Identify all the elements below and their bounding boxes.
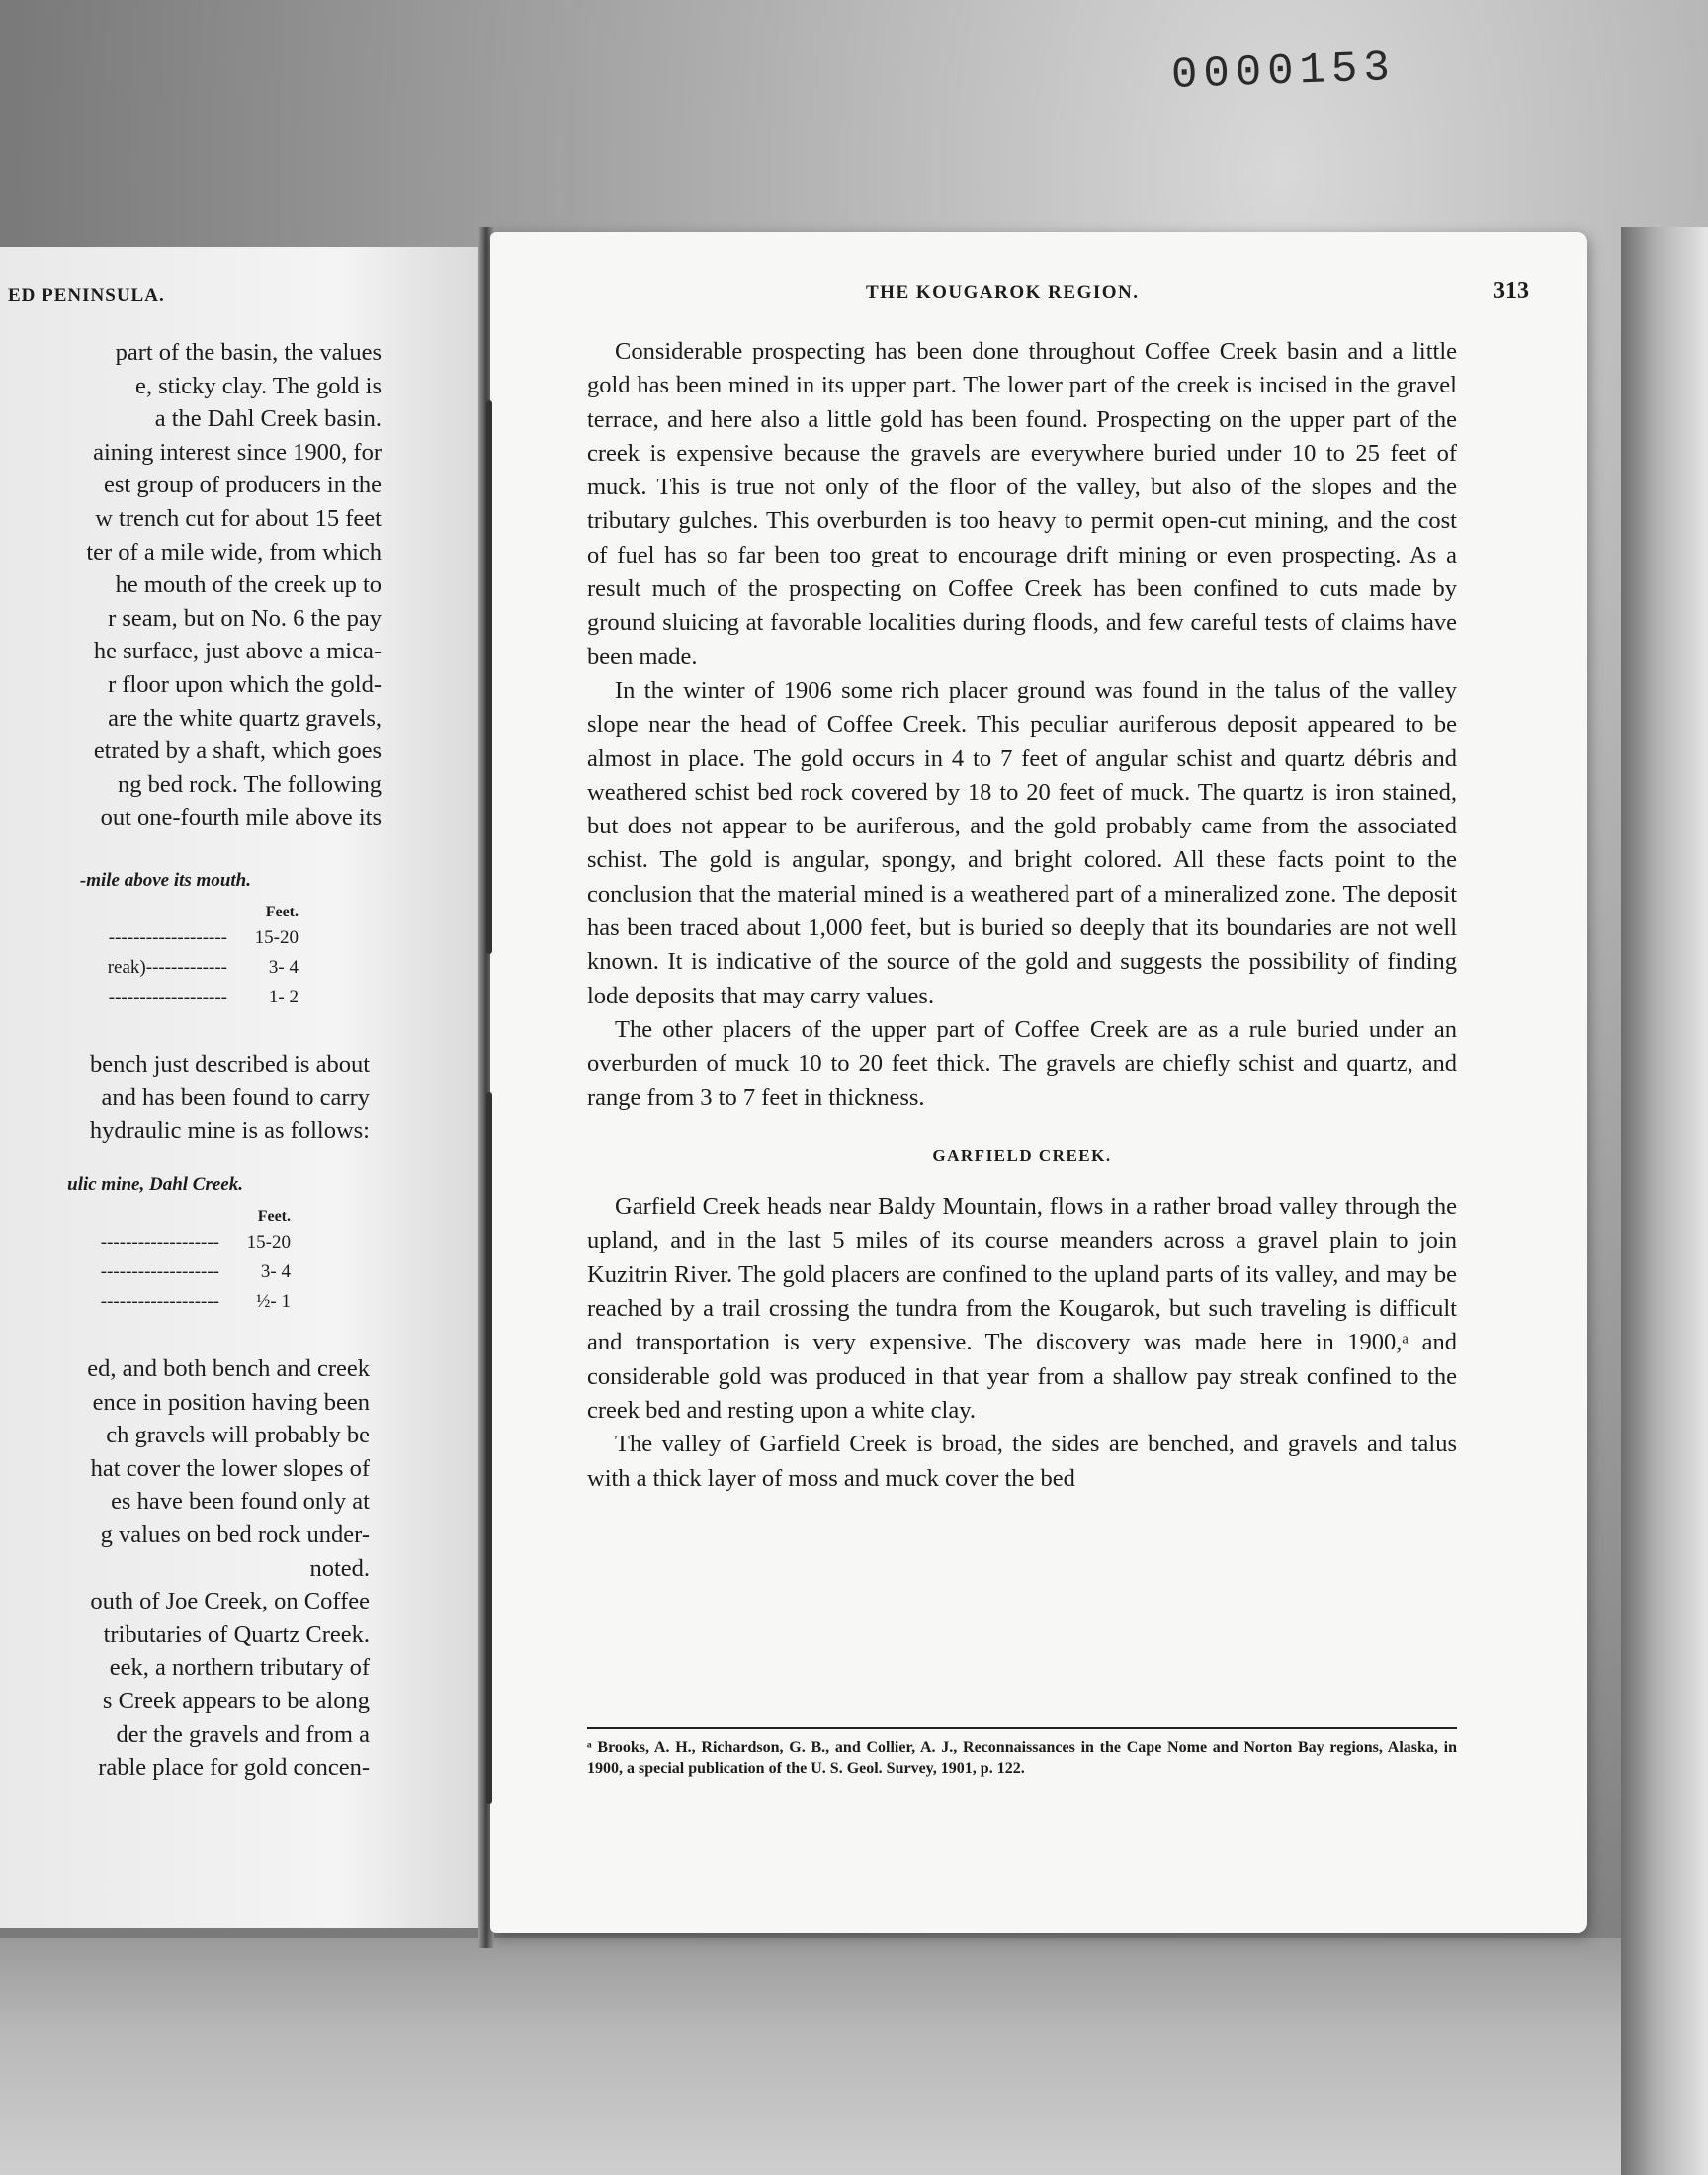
table-cell-label: -------------------: [108, 927, 227, 948]
left-page-text-bottom: [0, 1352, 370, 1784]
text-line: he surface, just above a mica-: [93, 638, 382, 665]
paragraph: The valley of Garfield Creek is broad, the sides are benched, and gravels and talus with a thick layer of moss and muck cover the bed: [587, 1431, 1457, 1492]
text-line: tributaries of Quartz Creek.: [103, 1620, 370, 1648]
text-line: he mouth of the creek up to: [115, 571, 382, 599]
table-cell-label: -------------------: [100, 1262, 219, 1282]
table-cell-value: 3- 4: [260, 1262, 291, 1282]
text-line: r seam, but on No. 6 the pay: [108, 604, 382, 632]
table-cell-label: reak)-------------: [107, 957, 227, 978]
text-line: g values on bed rock under-: [100, 1521, 370, 1548]
paragraph: Considerable prospecting has been done throughout Coffee Creek basin and a little gold has been mined in its upper part. The lower part of the creek is incised in the gravel terrace, and here also a little gold has been found. Prospecting on the upper part of the creek is expensive because the gravels are everywhere buried under 10 to 25 feet of muck. This is true not only of the floor of the valley, but also of the slopes and the tributary gulches. This overburden is too heavy to permit open-cut mining, and the cost of fuel has so far been too great to encourage drift mining or even prospecting. As a result much of the prospecting on Coffee Creek has been confined to cuts made by ground sluicing at favorable localities during floods, and few careful tests of claims have been made.: [587, 338, 1457, 670]
text-line: ence in position having been: [92, 1388, 370, 1416]
paragraph: In the winter of 1906 some rich placer ground was found in the talus of the valley slope near the head of Coffee Creek. This peculiar auriferous deposit appeared to be almost in place. The gold occurs in 4 to 7 feet of angular schist and quartz débris and weathered schist bed rock covered by 18 to 20 feet of muck. The quartz is iron stained, but does not appear to be auriferous, and the gold probably came from the associated schist. The gold is angular, spongy, and bright colored. All these facts point to the conclusion that the material mined is a weathered part of a mineralized zone. The deposit has been traced about 1,000 feet, but is buried so deeply that its boundaries are not well known. It is indicative of the source of the gold and suggests the possibility of finding lode deposits that may carry values.: [587, 676, 1457, 1009]
table2: [0, 1206, 291, 1317]
text-line: ed, and both bench and creek: [87, 1355, 370, 1382]
table-row: [0, 1228, 291, 1258]
text-line: aining interest since 1900, for: [93, 438, 382, 466]
page-edge-shadow: [1621, 227, 1708, 2175]
footnote-divider: [587, 1727, 1457, 1729]
text-line: ng bed rock. The following: [118, 770, 382, 798]
table-cell-value: ½- 1: [256, 1291, 291, 1312]
paragraph: The other placers of the upper part of Coffee Creek are as a rule buried under an overburden of muck 10 to 20 feet thick. The gravels are chiefly schist and quartz, and range from 3 to 7 feet in thickness.: [587, 1015, 1457, 1111]
text-line: are the white quartz gravels,: [108, 704, 382, 732]
left-page: [0, 247, 486, 1928]
right-page: [490, 232, 1587, 1933]
table-cell-value: 15-20: [254, 927, 299, 948]
table-cell-label: -------------------: [100, 1291, 219, 1312]
table-cell-label: -------------------: [108, 987, 227, 1007]
page-number: 313: [1494, 278, 1529, 304]
table-row: [0, 983, 299, 1012]
table-row: [0, 923, 299, 953]
table1-unit-header: Feet.: [265, 904, 299, 920]
text-line: s Creek appears to be along: [102, 1687, 370, 1714]
table-row: [0, 953, 299, 983]
left-page-text-mid: [0, 1048, 370, 1148]
section-heading: GARFIELD CREEK.: [932, 1145, 1112, 1165]
text-line: e, sticky clay. The gold is: [134, 372, 382, 399]
text-line: ter of a mile wide, from which: [86, 538, 382, 566]
table-row: [0, 1287, 291, 1317]
table-row: [0, 1258, 291, 1287]
text-line: out one-fourth mile above its: [100, 804, 382, 831]
paragraph: Garfield Creek heads near Baldy Mountain, flows in a rather broad valley through the upland, and in the last 5 miles of its course meanders across a gravel plain to join Kuzitrin River. The gold placers are confined to the upland parts of its valley, and may be reached by a trail crossing the tundra from the Kougarok, but such traveling is difficult and transportation is very expensive. The discovery was made here in 1900,ᵃ and considerable gold was produced in that year from a shallow pay streak confined to the creek bed and resting upon a white clay.: [587, 1193, 1457, 1424]
table-cell-value: 1- 2: [268, 987, 299, 1007]
running-header: THE KOUGAROK REGION.: [866, 282, 1140, 303]
text-line: hat cover the lower slopes of: [90, 1454, 370, 1482]
table-cell-label: -------------------: [100, 1232, 219, 1253]
footnote: ᵃ Brooks, A. H., Richardson, G. B., and Collier, A. J., Reconnaissances in the Cape Nome and Norton Bay regions, Alaska, in 1900, a special publication of the U. S. Geol. Survey, 1901, p. 122.: [587, 1739, 1457, 1777]
binding-shadow: [486, 1092, 492, 1804]
page-body: [587, 335, 1457, 1496]
text-line: and has been found to carry: [101, 1084, 370, 1111]
table1: [0, 902, 299, 1012]
text-line: r floor upon which the gold-: [108, 670, 382, 698]
left-page-header: ED PENINSULA.: [8, 285, 165, 305]
text-line: outh of Joe Creek, on Coffee: [90, 1588, 370, 1615]
table-cell-value: 15-20: [246, 1232, 291, 1253]
text-line: eek, a northern tributary of: [109, 1654, 370, 1682]
table1-caption: -mile above its mouth.: [79, 870, 251, 891]
archive-stamp-number: 0000153: [1170, 44, 1397, 101]
text-line: rable place for gold concen-: [98, 1754, 370, 1782]
text-line: est group of producers in the: [104, 472, 382, 499]
table-cell-value: 3- 4: [268, 957, 299, 978]
binding-shadow: [486, 400, 492, 954]
table2-caption: ulic mine, Dahl Creek.: [67, 1174, 243, 1195]
text-line: bench just described is about: [89, 1051, 370, 1078]
left-page-text-top: [0, 336, 382, 834]
text-line: hydraulic mine is as follows:: [89, 1117, 370, 1145]
scan-bottom-area: [0, 1938, 1708, 2175]
text-line: noted.: [309, 1554, 370, 1582]
text-line: w trench cut for about 15 feet: [95, 504, 382, 532]
text-line: der the gravels and from a: [116, 1720, 370, 1748]
text-line: a the Dahl Creek basin.: [154, 405, 382, 433]
text-line: ch gravels will probably be: [106, 1422, 370, 1449]
text-line: es have been found only at: [111, 1488, 370, 1516]
text-line: part of the basin, the values: [115, 339, 382, 366]
text-line: etrated by a shaft, which goes: [93, 738, 382, 765]
table2-unit-header: Feet.: [257, 1208, 291, 1225]
